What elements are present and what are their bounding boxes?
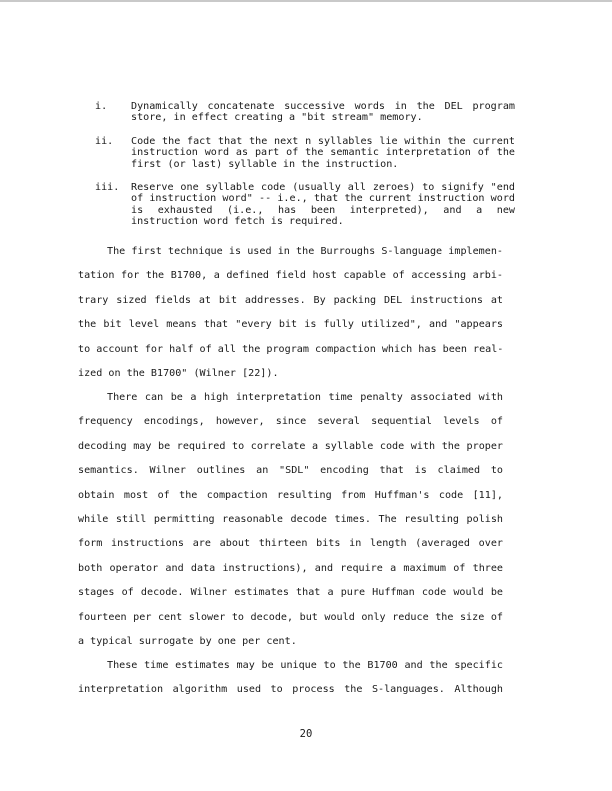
page-number: 20: [299, 728, 313, 740]
text-line: form instructions are about thirteen bits in length (averaged over: [78, 538, 503, 550]
list-item: [95, 101, 515, 124]
paragraph-time-estimates: [78, 654, 503, 703]
scan-corner-mark: [600, 0, 612, 14]
text-line: decoding may be required to correlate a syllable code with the proper: [78, 440, 503, 452]
text-line: a typical surrogate by one per cent.: [78, 635, 297, 647]
text-line: ized on the B1700" (Wilner [22]).: [78, 367, 279, 379]
list-item: [95, 136, 515, 170]
list-item-text: Code the fact that the next n syllables lie within the current instruction word as part of the semantic interpretation of the first (or last) syllable in the instruction.: [131, 135, 515, 170]
text-line: fourteen per cent slower to decode, but would only reduce the size of: [78, 611, 503, 623]
scan-top-edge: [0, 0, 612, 2]
text-line: while still permitting reasonable decode times. The resulting polish: [78, 513, 503, 525]
paragraph-first-technique: [78, 240, 503, 386]
text-line: There can be a high interpretation time penalty associated with: [107, 392, 503, 403]
text-line: obtain most of the compaction resulting from Huffman's code [11],: [78, 489, 503, 501]
text-line: stages of decode. Wilner estimates that a pure Huffman code would be: [78, 587, 503, 599]
text-line: trary sized fields at bit addresses. By packing DEL instructions at: [78, 294, 503, 306]
text-line: These time estimates may be unique to the B1700 and the specific: [107, 660, 503, 671]
list-item: [95, 182, 515, 228]
text-line: the bit level means that "every bit is fully utilized", and "appears: [78, 319, 503, 331]
text-line: tation for the B1700, a defined field host capable of accessing arbi-: [78, 270, 503, 282]
text-line: The first technique is used in the Burroughs S-language implemen-: [107, 246, 503, 257]
text-line: to account for half of all the program compaction which has been real-: [78, 343, 504, 355]
list-item-number: i.: [95, 101, 108, 112]
text-line: interpretation algorithm used to process the S-languages. Although: [78, 684, 503, 696]
paragraph-penalty: [78, 386, 503, 654]
technique-list: [95, 101, 515, 228]
text-line: both operator and data instructions), and require a maximum of three: [78, 562, 503, 574]
text-line: frequency encodings, however, since several sequential levels of: [78, 416, 503, 428]
list-item-text: Dynamically concatenate successive words in the DEL program store, in effect creating a "bit stream" memory.: [131, 101, 515, 124]
text-line: semantics. Wilner outlines an "SDL" encoding that is claimed to: [78, 465, 503, 477]
list-item-number: ii.: [95, 135, 114, 147]
list-item-text: Reserve one syllable code (usually all zeroes) to signify "end of instruction word" -- i.e., that the current instruction word is exhausted (i.e., has been interpreted), and a new instruction word fetch is required.: [131, 182, 515, 228]
list-item-number: iii.: [95, 182, 120, 194]
